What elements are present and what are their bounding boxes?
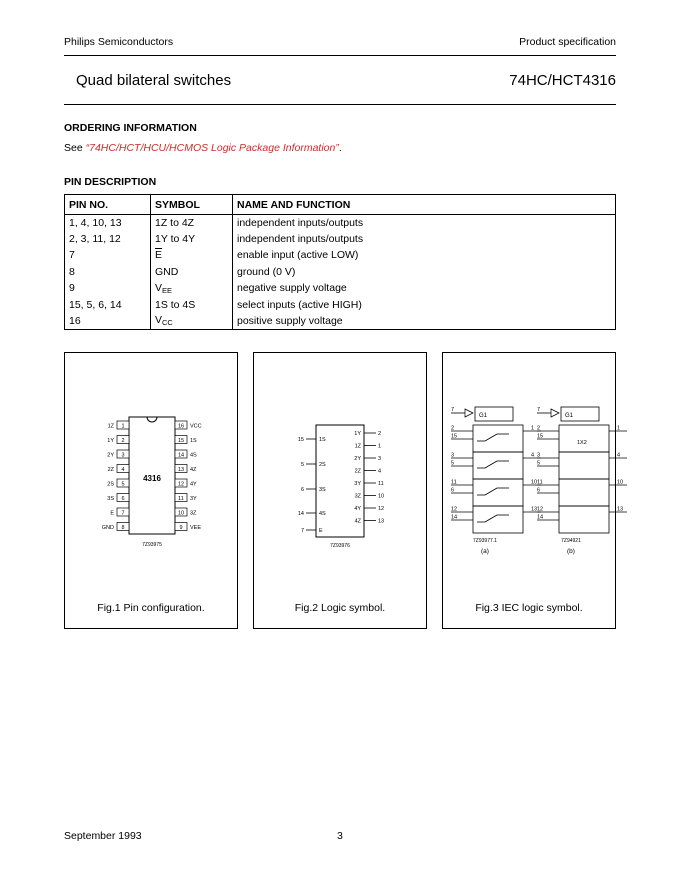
switch-cell (473, 425, 523, 452)
select-pin-number: 6 (451, 487, 455, 494)
pin-number: 12 (177, 481, 185, 488)
output-pin-number: 13 (531, 506, 538, 513)
function-cell: independent inputs/outputs (233, 215, 616, 231)
input-pin-number: 15 (297, 437, 304, 443)
symbol-cell (151, 247, 233, 263)
product-title: Quad bilateral switches (76, 72, 232, 89)
input-pin-number: 6 (300, 487, 304, 493)
pin-configuration-diagram (65, 353, 239, 593)
output-pin-label: 2Y (354, 456, 361, 462)
pin-number: 16 (177, 423, 185, 430)
io-pin-number: 2 (537, 425, 541, 432)
enable-pin-number: 7 (537, 407, 541, 413)
logic-symbol-diagram (254, 353, 428, 593)
pin-number: 8 (121, 525, 125, 531)
table-row (65, 215, 616, 231)
pin-number: 4 (121, 467, 125, 473)
input-pin-label: 4S (319, 511, 326, 517)
pin-description-heading: PIN DESCRIPTION (64, 176, 157, 188)
output-pin-number: 13 (378, 518, 385, 525)
select-pin-number: 15 (451, 433, 458, 440)
input-pin-number: 7 (300, 528, 304, 534)
symbol-text: V (155, 281, 163, 294)
select-pin-number: 5 (537, 460, 541, 467)
symbol-text: 1Z to 4Z (155, 216, 195, 229)
symbol-cell (151, 215, 233, 231)
output-pin-number: 10 (378, 493, 385, 500)
symbol-text: V (155, 314, 163, 327)
input-pin-number: 14 (297, 511, 304, 517)
column-header: SYMBOL (151, 195, 233, 215)
symbol-cell (151, 264, 233, 280)
ordering-text (64, 142, 342, 154)
symbol-cell (151, 231, 233, 247)
pin-number: 6 (121, 496, 125, 502)
select-pin-number: 14 (537, 514, 544, 521)
pin-number: 11 (178, 496, 184, 502)
function-cell: select inputs (active HIGH) (233, 296, 616, 312)
symbol-text: 1S to 4S (155, 298, 196, 311)
pin-label: E (110, 510, 114, 517)
variant-label: (b) (567, 548, 575, 555)
select-pin-number: 5 (451, 460, 455, 467)
pin-label: 1Y (107, 438, 114, 444)
symbol-subscript: EE (162, 285, 173, 295)
pin-number: 7 (121, 510, 125, 517)
pin-number: 10 (177, 510, 185, 517)
iec-logic-symbol-diagram (443, 353, 624, 593)
drawing-code: 7Z93977.1 (473, 538, 497, 544)
enable-marker (465, 409, 473, 417)
table-row (65, 247, 616, 263)
select-pin-number: 15 (537, 433, 544, 440)
fig3-iec-logic-symbol (442, 352, 624, 629)
io-pin-number: 12 (451, 506, 458, 513)
pin-number: 13 (177, 467, 185, 473)
output-pin-label: 3Z (354, 493, 361, 500)
mux-label: 1X2 (577, 440, 587, 446)
output-pin-label: 1Z (354, 443, 361, 450)
io-pin-number: 3 (451, 452, 455, 459)
pin-label: 2S (107, 481, 114, 488)
pin-number: 15 (177, 438, 185, 444)
gate-label: G1 (479, 413, 488, 419)
function-cell: positive supply voltage (233, 313, 616, 329)
select-pin-number: 6 (537, 487, 541, 494)
io-pin-number: 3 (537, 452, 541, 459)
switch-blade (485, 461, 497, 468)
io-pin-number: 11 (537, 479, 543, 486)
io-pin-number: 11 (451, 479, 457, 486)
symbol-cell (151, 313, 233, 329)
function-cell: independent inputs/outputs (233, 231, 616, 247)
pin-label: 3S (107, 496, 114, 502)
output-pin-number: 12 (378, 506, 385, 512)
output-pin-number: 4 (531, 452, 535, 459)
pin-label: 2Z (107, 467, 114, 473)
chip-notch (147, 417, 157, 422)
input-pin-label: 3S (319, 487, 326, 493)
switch-blade (485, 434, 497, 441)
document-type: Product specification (519, 36, 616, 48)
pin-label: 2Y (107, 452, 114, 459)
pin-label: 3Z (190, 510, 197, 517)
switch-blade (485, 515, 497, 522)
pin-number-cell: 1, 4, 10, 13 (65, 215, 151, 231)
fig3-caption: Fig.3 IEC logic symbol. (475, 602, 583, 614)
output-pin-label: 4Y (354, 506, 361, 512)
switch-cell (473, 479, 523, 506)
pin-number: 1 (121, 423, 125, 430)
pin-number-cell: 15, 5, 6, 14 (65, 296, 151, 312)
table-row (65, 296, 616, 312)
pin-label: VEE (190, 525, 202, 531)
output-pin-number: 3 (378, 456, 382, 462)
drawing-code: 7Z93975 (142, 542, 162, 548)
pin-number: 2 (121, 438, 125, 444)
output-pin-number: 1 (378, 443, 382, 450)
io-pin-number: 12 (537, 506, 544, 513)
output-pin-number: 10 (617, 479, 624, 486)
pin-label: GND (101, 525, 114, 531)
pin-number: 14 (177, 452, 185, 459)
ordering-suffix: . (338, 142, 342, 154)
enable-marker (551, 409, 559, 417)
drawing-code: 7Z94921 (561, 538, 581, 544)
pin-label: 1Z (107, 423, 114, 430)
output-pin-number: 2 (378, 431, 382, 437)
output-pin-label: 1Y (354, 431, 361, 437)
output-pin-number: 1 (531, 425, 535, 432)
symbol-cell (151, 280, 233, 296)
pin-description-table (64, 194, 616, 330)
output-pin-number: 13 (617, 506, 624, 513)
pin-number-cell: 9 (65, 280, 151, 296)
table-row (65, 231, 616, 247)
output-pin-number: 10 (531, 479, 538, 486)
company-name: Philips Semiconductors (64, 36, 174, 48)
fig2-logic-symbol (253, 352, 427, 629)
output-pin-number: 4 (617, 452, 621, 459)
input-pin-label: 2S (319, 462, 326, 468)
fig1-pin-configuration (64, 352, 238, 629)
input-pin-label: E (319, 528, 323, 534)
title-divider (64, 104, 616, 105)
table-row (65, 264, 616, 280)
chip-label: 4316 (143, 474, 161, 483)
pin-label: 4S (190, 452, 197, 459)
output-pin-label: 2Z (354, 468, 361, 475)
variant-label: (a) (481, 548, 489, 555)
select-pin-number: 14 (451, 514, 458, 521)
table-header-row (65, 195, 616, 215)
enable-pin-number: 7 (451, 407, 455, 413)
ordering-heading: ORDERING INFORMATION (64, 122, 197, 134)
pin-number-cell: 7 (65, 247, 151, 263)
package-info-link[interactable]: “74HC/HCT/HCU/HCMOS Logic Package Information” (85, 142, 339, 154)
switch-blade (485, 488, 497, 495)
pin-number-cell: 2, 3, 11, 12 (65, 231, 151, 247)
pin-number-cell: 16 (65, 313, 151, 329)
function-cell: negative supply voltage (233, 280, 616, 296)
fig1-caption: Fig.1 Pin configuration. (97, 602, 205, 614)
pin-label: 3Y (190, 496, 197, 502)
pin-label: 4Z (190, 467, 197, 473)
output-pin-number: 11 (378, 481, 384, 487)
fig2-caption: Fig.2 Logic symbol. (294, 602, 386, 614)
pin-label: 4Y (190, 481, 197, 488)
output-pin-number: 1 (617, 425, 621, 432)
header-divider (64, 55, 616, 56)
column-header: NAME AND FUNCTION (233, 195, 616, 215)
symbol-subscript: CC (162, 318, 173, 328)
switch-cell (559, 452, 609, 479)
input-pin-number: 5 (300, 462, 304, 468)
symbol-text: GND (155, 265, 179, 278)
input-pin-label: 1S (319, 437, 326, 443)
gate-label: G1 (565, 413, 574, 419)
symbol-text: 1Y to 4Y (155, 233, 196, 246)
function-cell: ground (0 V) (233, 264, 616, 280)
pin-label: 1S (190, 438, 197, 444)
function-cell: enable input (active LOW) (233, 247, 616, 263)
switch-cell (559, 479, 609, 506)
output-pin-number: 4 (378, 468, 382, 475)
pin-number: 5 (121, 481, 125, 488)
table-row (65, 313, 616, 329)
switch-cell (559, 506, 609, 533)
symbol-text: $\overline{E}$ (155, 249, 163, 262)
pin-number: 9 (179, 525, 183, 531)
table-row (65, 280, 616, 296)
part-number: 74HC/HCT4316 (509, 72, 616, 89)
drawing-code: 7Z93976 (330, 543, 350, 549)
switch-cell (473, 506, 523, 533)
pin-label: VCC (190, 423, 202, 430)
footer-date: September 1993 (64, 830, 142, 842)
switch-cell (559, 425, 609, 452)
pin-number: 3 (121, 452, 125, 459)
symbol-cell (151, 296, 233, 312)
switch-cell (473, 452, 523, 479)
ordering-prefix: See (64, 142, 86, 154)
pin-number-cell: 8 (65, 264, 151, 280)
page-number: 3 (337, 830, 343, 842)
output-pin-label: 4Z (354, 518, 361, 525)
output-pin-label: 3Y (354, 481, 361, 487)
column-header: PIN NO. (65, 195, 151, 215)
io-pin-number: 2 (451, 425, 455, 432)
